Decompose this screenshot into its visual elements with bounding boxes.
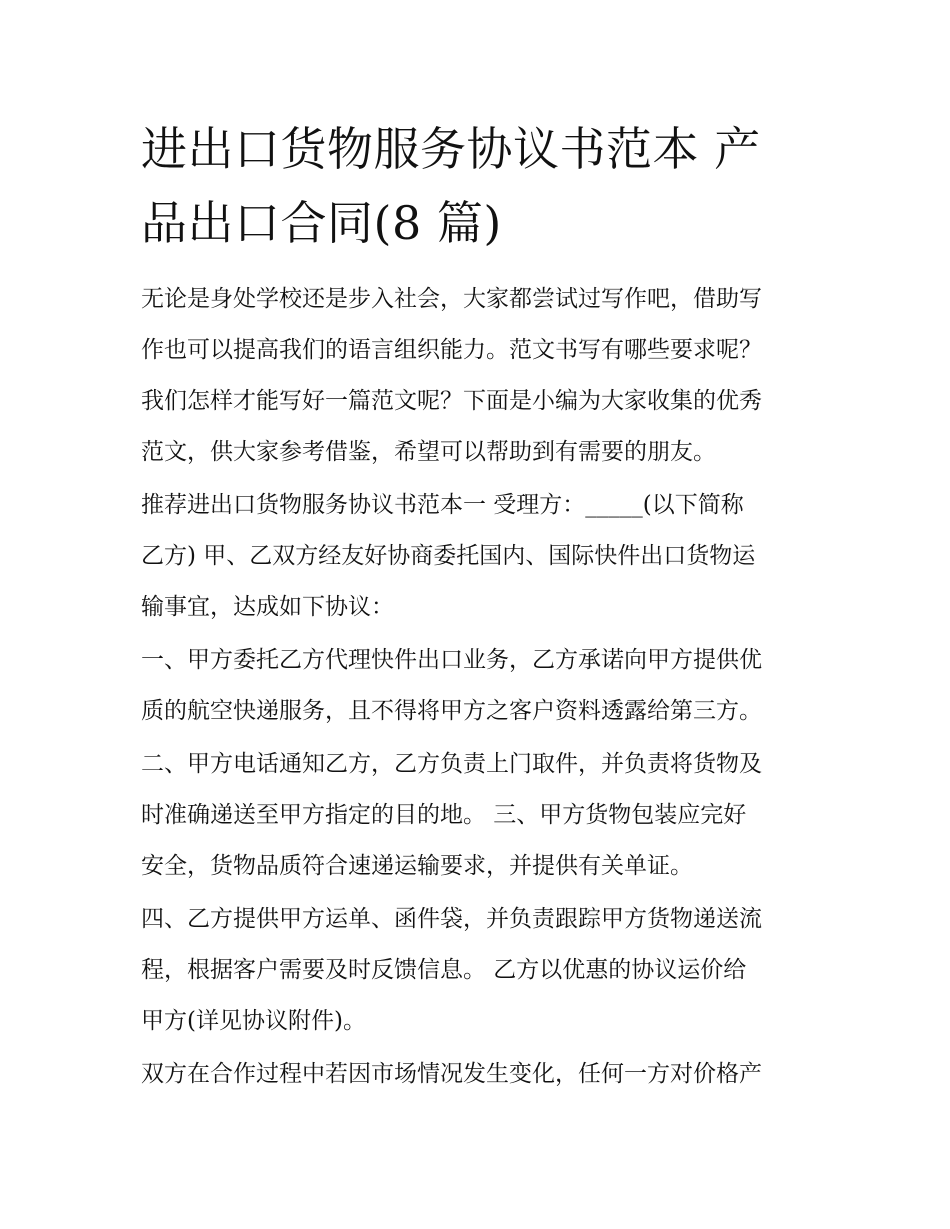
price-change-paragraph xyxy=(141,1049,821,1100)
document-body xyxy=(141,112,821,1102)
text-line: 我们怎样才能写好一篇范文呢？下面是小编为大家收集的优秀 xyxy=(141,388,762,414)
text-line: 输事宜，达成如下协议： xyxy=(141,594,394,620)
text-line: 安全，货物品质符合速递运输要求，并提供有关单证。 xyxy=(141,853,693,879)
text-line: 双方在合作过程中若因市场情况发生变化，任何一方对价格产 xyxy=(141,1061,762,1087)
clause-4-paragraph xyxy=(141,894,821,1047)
text-line: 作也可以提高我们的语言组织能力。范文书写有哪些要求呢？ xyxy=(141,337,762,363)
agreement-preamble-paragraph xyxy=(141,480,821,633)
text-line: 乙方) 甲、乙双方经友好协商委托国内、国际快件出口货物运 xyxy=(141,543,756,569)
text-line: 二、甲方电话通知乙方，乙方负责上门取件，并负责将货物及 xyxy=(141,751,762,777)
text-line: 范文，供大家参考借鉴，希望可以帮助到有需要的朋友。 xyxy=(141,439,716,465)
text-line: 质的航空快递服务，且不得将甲方之客户资料透露给第三方。 xyxy=(141,698,762,724)
text-line: 一、甲方委托乙方代理快件出口业务，乙方承诺向甲方提供优 xyxy=(141,647,762,673)
text-line: 程，根据客户需要及时反馈信息。 乙方以优惠的协议运价给 xyxy=(141,957,747,983)
intro-paragraph xyxy=(141,274,821,478)
text-line: 四、乙方提供甲方运单、函件袋，并负责跟踪甲方货物递送流 xyxy=(141,906,762,932)
text-line: 推荐进出口货物服务协议书范本一 受理方：_____(以下简称 xyxy=(141,492,744,518)
title-line: 品出口合同(8 篇) xyxy=(141,196,502,250)
clause-2-3-paragraph xyxy=(141,739,821,892)
document-title xyxy=(141,112,821,260)
text-line: 无论是身处学校还是步入社会，大家都尝试过写作吧，借助写 xyxy=(141,286,762,312)
clause-1-paragraph xyxy=(141,635,821,737)
text-line: 时准确递送至甲方指定的目的地。 三、甲方货物包装应完好 xyxy=(141,802,747,828)
text-line: 甲方(详见协议附件)。 xyxy=(141,1008,366,1034)
title-line: 进出口货物服务协议书范本 产 xyxy=(141,122,761,176)
